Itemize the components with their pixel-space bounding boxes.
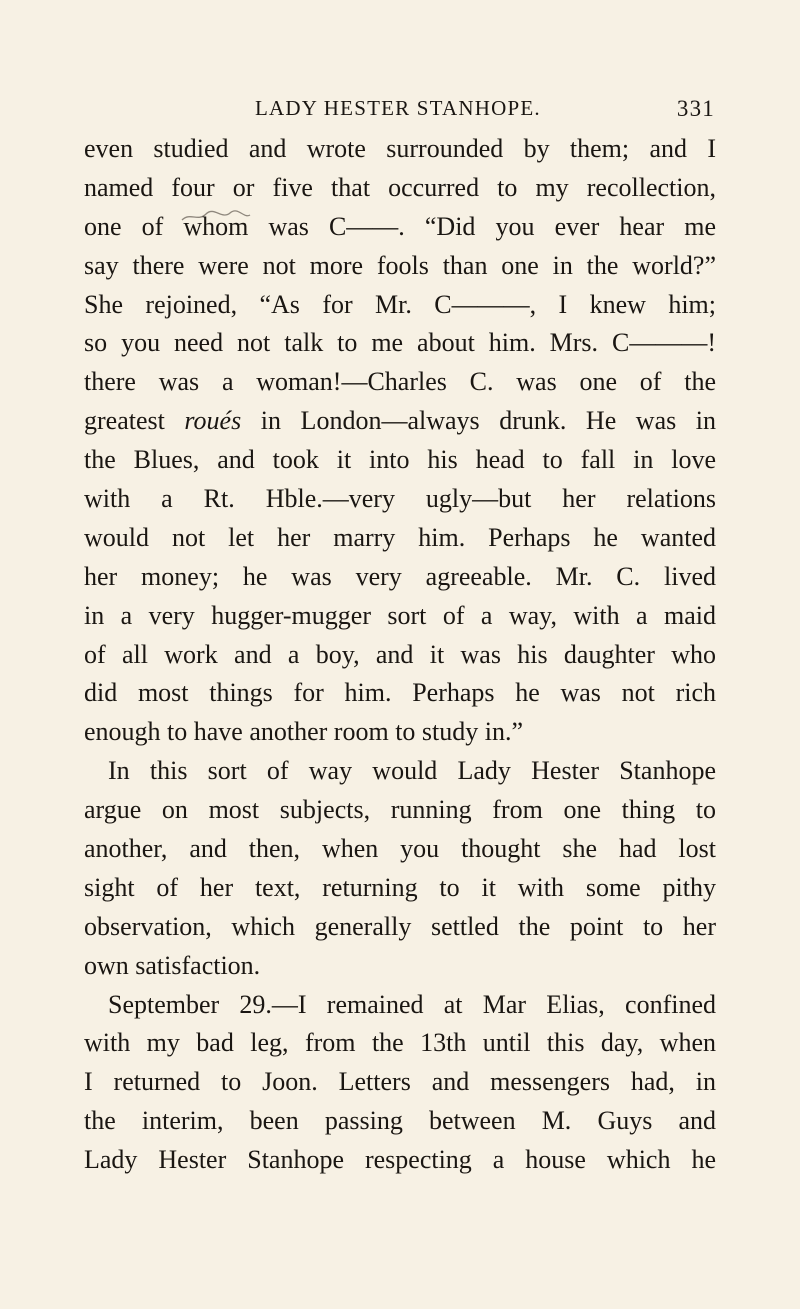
text-line: of all work and a boy, and it was his daughter who <box>84 639 716 669</box>
text-line: so you need not talk to me about him. Mrs. C———! <box>84 328 716 358</box>
text-line: observation, which generally settled the point to her <box>84 911 716 941</box>
text-line: named four or five that occurred to my recollection, <box>84 172 716 202</box>
text-line: greatest roués in London—always drunk. He was in <box>84 406 717 436</box>
text-line: September 29.—I remained at Mar Elias, confined <box>108 989 716 1019</box>
italic-word: roués <box>184 406 242 436</box>
text-line: Lady Hester Stanhope respecting a house which he <box>84 1145 716 1175</box>
text-line: with a Rt. Hble.—very ugly—but her relations <box>84 484 716 514</box>
text-line: In this sort of way would Lady Hester Stanhope <box>108 756 716 786</box>
text-line: argue on most subjects, running from one thing to <box>84 795 716 825</box>
text-line: with my bad leg, from the 13th until this day, when <box>84 1028 716 1058</box>
text-line: I returned to Joon. Letters and messengers had, in <box>84 1067 716 1097</box>
text-line: own satisfaction. <box>84 950 261 980</box>
text-line: one of whom was C——. “Did you ever hear me <box>84 211 716 241</box>
text-line: there was a woman!—Charles C. was one of the <box>84 367 716 397</box>
text-line: enough to have another room to study in.” <box>84 717 524 747</box>
text-line: the interim, been passing between M. Guys and <box>84 1106 716 1136</box>
text-line: her money; he was very agreeable. Mr. C. lived <box>84 561 716 591</box>
page-number: 331 <box>676 96 715 121</box>
text-line: the Blues, and took it into his head to fall in love <box>84 445 716 475</box>
text-line: in a very hugger-mugger sort of a way, with a maid <box>84 600 716 630</box>
text-line: even studied and wrote surrounded by them; and I <box>84 134 716 163</box>
text-line: say there were not more fools than one in the world?” <box>84 250 716 280</box>
text-line: another, and then, when you thought she had lost <box>84 834 716 864</box>
text-line: sight of her text, returning to it with some pithy <box>84 872 716 902</box>
body-text <box>84 130 716 1180</box>
text-line: She rejoined, “As for Mr. C———, I knew him; <box>84 289 716 319</box>
running-head-title: LADY HESTER STANHOPE. <box>255 96 541 120</box>
text-line: would not let her marry him. Perhaps he wanted <box>84 522 716 552</box>
text-line: did most things for him. Perhaps he was not rich <box>84 678 716 708</box>
